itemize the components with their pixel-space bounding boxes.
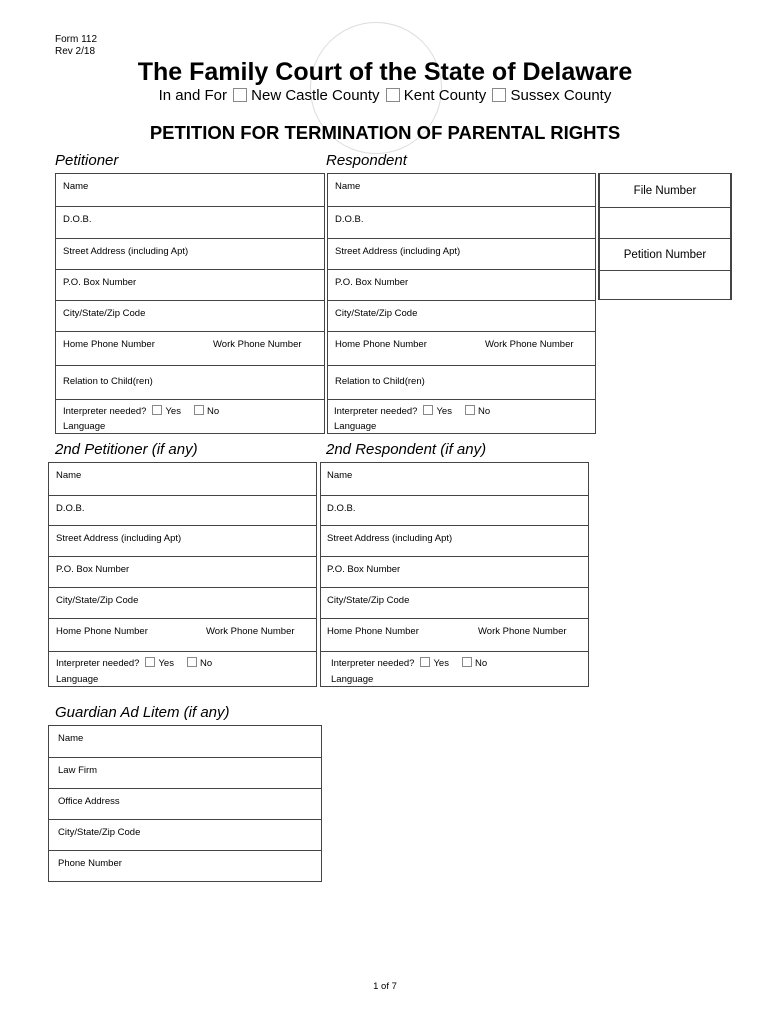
petitioner-pobox-field[interactable] [56, 269, 324, 301]
interpreter-yes-checkbox[interactable] [420, 657, 430, 667]
yes-label: Yes [436, 406, 452, 417]
new-castle-checkbox[interactable] [233, 88, 247, 102]
field-label: P.O. Box Number [327, 564, 401, 575]
respondent2-city-field[interactable] [321, 587, 588, 619]
form-number: Form 112 [55, 34, 98, 45]
guardian-phone-field[interactable] [49, 850, 321, 884]
petitioner2-pobox-field[interactable] [49, 556, 316, 588]
interpreter-label: Interpreter needed? [56, 658, 140, 669]
field-label: Name [58, 733, 84, 744]
guardian-office-field[interactable] [49, 788, 321, 820]
petitioner-relation-field[interactable] [56, 365, 324, 400]
guardian-name-field[interactable] [49, 726, 321, 757]
respondent-box [327, 173, 596, 434]
field-label: City/State/Zip Code [56, 595, 139, 606]
field-label: Work Phone Number [485, 339, 574, 350]
file-number-label: File Number [633, 185, 697, 197]
respondent-city-field[interactable] [328, 300, 595, 332]
guardian-box [48, 725, 322, 882]
respondent2-dob-field[interactable] [321, 495, 588, 526]
petitioner2-heading: 2nd Petitioner (if any) [55, 441, 198, 458]
field-label: P.O. Box Number [56, 564, 130, 575]
petition-number-label-row [600, 238, 730, 271]
field-label: Street Address (including Apt) [63, 246, 189, 257]
field-label: Office Address [58, 796, 120, 807]
respondent-relation-field[interactable] [328, 365, 595, 400]
petitioner2-name-field[interactable] [49, 463, 316, 495]
respondent2-interpreter-field [321, 651, 588, 689]
petitioner-city-field[interactable] [56, 300, 324, 332]
petition-number-field[interactable] [600, 270, 730, 302]
field-label: Home Phone Number [327, 626, 419, 637]
petitioner2-phone-field[interactable] [49, 618, 316, 652]
field-label: Work Phone Number [213, 339, 302, 350]
sussex-label: Sussex County [510, 87, 612, 104]
field-label: Phone Number [58, 858, 122, 869]
kent-label: Kent County [403, 87, 487, 104]
interpreter-yes-checkbox[interactable] [423, 405, 433, 415]
interpreter-label: Interpreter needed? [334, 406, 418, 417]
field-label: P.O. Box Number [63, 277, 137, 288]
field-label: City/State/Zip Code [58, 827, 141, 838]
interpreter-no-checkbox[interactable] [187, 657, 197, 667]
respondent2-name-field[interactable] [321, 463, 588, 495]
court-title: The Family Court of the State of Delaware [137, 58, 633, 86]
language-field[interactable]: Language [334, 421, 377, 432]
sussex-checkbox[interactable] [492, 88, 506, 102]
petition-heading: PETITION FOR TERMINATION OF PARENTAL RIGHTS [149, 122, 621, 143]
respondent-interpreter-field [328, 399, 595, 436]
file-number-label-row [600, 174, 730, 207]
field-label: Law Firm [58, 765, 98, 776]
field-label: Relation to Child(ren) [63, 376, 153, 387]
field-label: D.O.B. [56, 503, 85, 514]
field-label: Street Address (including Apt) [335, 246, 461, 257]
petition-number-label: Petition Number [623, 249, 707, 261]
interpreter-no-checkbox[interactable] [194, 405, 204, 415]
respondent-name-field[interactable] [328, 174, 595, 206]
petitioner-phone-field[interactable] [56, 331, 324, 366]
file-number-field[interactable] [600, 207, 730, 239]
no-label: No [477, 406, 491, 417]
interpreter-no-checkbox[interactable] [462, 657, 472, 667]
respondent2-street-field[interactable] [321, 525, 588, 557]
form-number-block [55, 34, 97, 58]
interpreter-yes-checkbox[interactable] [152, 405, 162, 415]
interpreter-label: Interpreter needed? [63, 406, 147, 417]
field-label: D.O.B. [335, 214, 364, 225]
respondent2-pobox-field[interactable] [321, 556, 588, 588]
respondent2-phone-field[interactable] [321, 618, 588, 652]
field-label: Street Address (including Apt) [327, 533, 453, 544]
respondent-street-field[interactable] [328, 238, 595, 270]
guardian-lawfirm-field[interactable] [49, 757, 321, 789]
petitioner-box [55, 173, 325, 434]
respondent-dob-field[interactable] [328, 206, 595, 239]
petitioner2-dob-field[interactable] [49, 495, 316, 526]
petitioner-street-field[interactable] [56, 238, 324, 270]
field-label: Work Phone Number [478, 626, 567, 637]
kent-checkbox[interactable] [386, 88, 400, 102]
field-label: City/State/Zip Code [63, 308, 146, 319]
no-label: No [199, 658, 213, 669]
petitioner-dob-field[interactable] [56, 206, 324, 239]
field-label: Name [63, 181, 89, 192]
county-selection [0, 87, 770, 104]
yes-label: Yes [158, 658, 174, 669]
no-label: No [474, 658, 488, 669]
petitioner2-interpreter-field [49, 651, 316, 689]
guardian-heading: Guardian Ad Litem (if any) [55, 704, 230, 721]
petitioner2-city-field[interactable] [49, 587, 316, 619]
petitioner-interpreter-field [56, 399, 324, 436]
respondent-heading: Respondent [326, 152, 407, 169]
interpreter-no-checkbox[interactable] [465, 405, 475, 415]
form-revision: Rev 2/18 [55, 46, 96, 57]
field-label: Home Phone Number [63, 339, 155, 350]
respondent2-heading: 2nd Respondent (if any) [326, 441, 487, 458]
interpreter-label: Interpreter needed? [331, 658, 415, 669]
field-label: Name [56, 470, 82, 481]
field-label: City/State/Zip Code [335, 308, 418, 319]
field-label: Work Phone Number [206, 626, 295, 637]
yes-label: Yes [433, 658, 449, 669]
field-label: Name [327, 470, 353, 481]
new-castle-label: New Castle County [251, 87, 380, 104]
field-label: Street Address (including Apt) [56, 533, 182, 544]
court-use-box [598, 173, 732, 300]
language-field[interactable]: Language [63, 421, 106, 432]
field-label: Home Phone Number [335, 339, 427, 350]
field-label: P.O. Box Number [335, 277, 409, 288]
language-field[interactable]: Language [56, 674, 99, 685]
yes-label: Yes [165, 406, 181, 417]
petitioner-name-field[interactable] [56, 174, 324, 206]
petitioner2-box [48, 462, 317, 687]
page-number: 1 of 7 [373, 981, 397, 992]
respondent-phone-field[interactable] [328, 331, 595, 366]
field-label: City/State/Zip Code [327, 595, 410, 606]
guardian-city-field[interactable] [49, 819, 321, 851]
county-prefix: In and For [158, 87, 227, 104]
interpreter-yes-checkbox[interactable] [145, 657, 155, 667]
field-label: D.O.B. [327, 503, 356, 514]
respondent-pobox-field[interactable] [328, 269, 595, 301]
respondent2-box [320, 462, 589, 687]
field-label: Name [335, 181, 361, 192]
field-label: Relation to Child(ren) [335, 376, 425, 387]
petitioner-heading: Petitioner [55, 152, 119, 169]
petitioner2-street-field[interactable] [49, 525, 316, 557]
field-label: Home Phone Number [56, 626, 148, 637]
field-label: D.O.B. [63, 214, 92, 225]
language-field[interactable]: Language [331, 674, 374, 685]
no-label: No [206, 406, 220, 417]
